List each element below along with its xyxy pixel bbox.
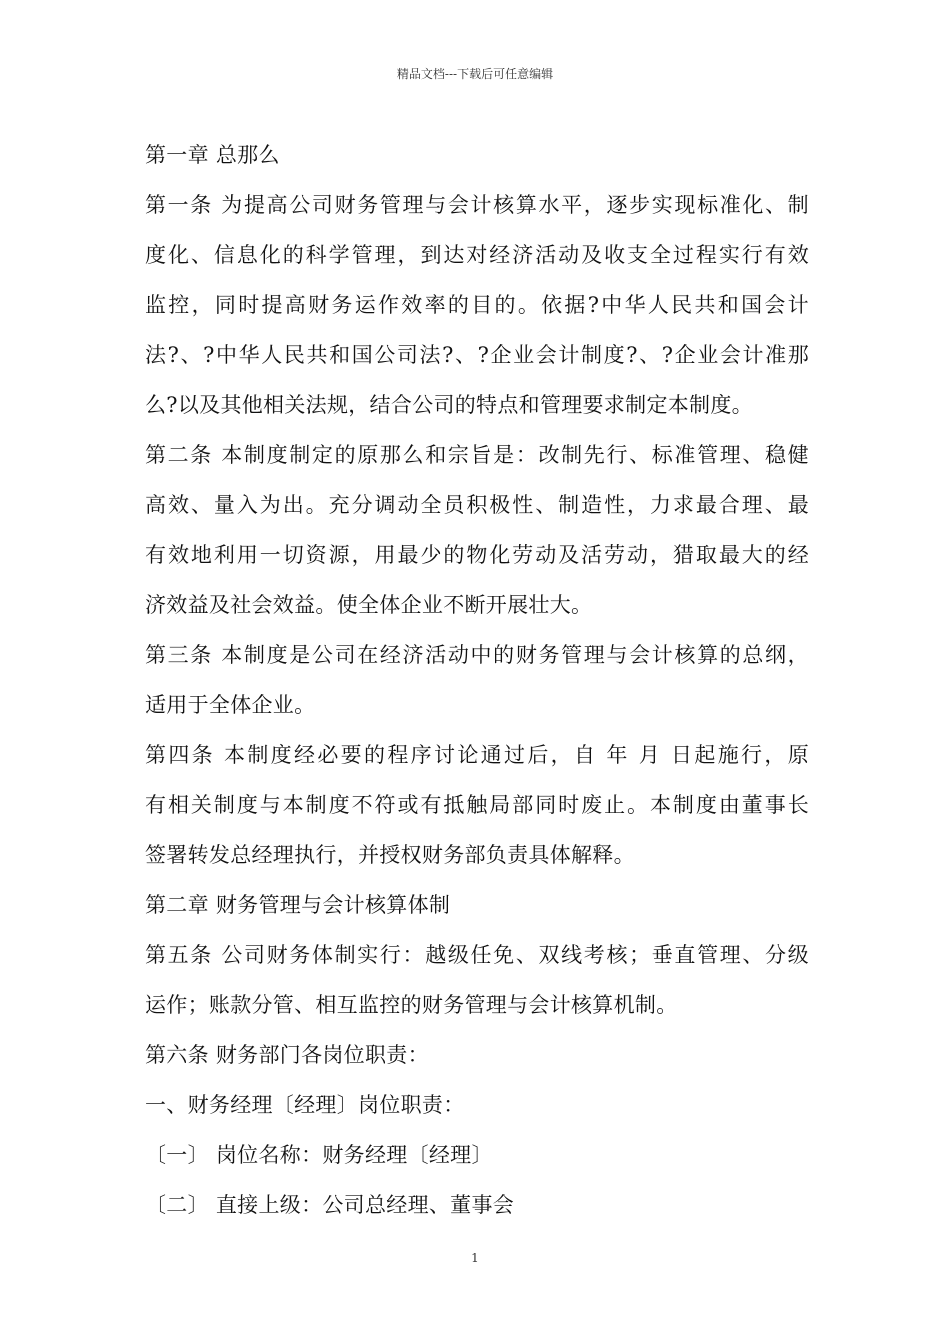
paragraph-line: 适用于全体企业。 xyxy=(145,693,316,717)
paragraph-line: 第五条 公司财务体制实行：越级任免、双线考核；垂直管理、分级 xyxy=(145,943,809,967)
paragraph-line: 法?、?中华人民共和国公司法?、?企业会计制度?、?企业会计准那 xyxy=(145,343,809,367)
paragraph-line: 有相关制度与本制度不符或有抵触局部同时废止。本制度由董事长 xyxy=(145,793,809,817)
page-number: 1 xyxy=(471,1251,479,1265)
paragraph-line: 度化、信息化的科学管理，到达对经济活动及收支全过程实行有效 xyxy=(145,243,809,267)
paragraph-line: 签署转发总经理执行，并授权财务部负责具体解释。 xyxy=(145,843,635,867)
paragraph-line: 第六条 财务部门各岗位职责： xyxy=(145,1043,429,1067)
list-item: 〔一〕 岗位名称：财务经理〔经理〕 xyxy=(145,1143,493,1167)
paragraph-line: 么?以及其他相关法规，结合公司的特点和管理要求制定本制度。 xyxy=(145,393,753,417)
paragraph-line: 第一条 为提高公司财务管理与会计核算水平，逐步实现标准化、制 xyxy=(145,193,809,217)
paragraph-line: 监控，同时提高财务运作效率的目的。依据?中华人民共和国会计 xyxy=(145,293,809,317)
document-body xyxy=(145,130,809,1230)
section-heading: 一、财务经理〔经理〕岗位职责： xyxy=(145,1093,465,1117)
paragraph-line: 济效益及社会效益。使全体企业不断开展壮大。 xyxy=(145,593,593,617)
paragraph-line: 第三条 本制度是公司在经济活动中的财务管理与会计核算的总纲， xyxy=(145,643,809,667)
paragraph-line: 高效、量入为出。充分调动全员积极性、制造性，力求最合理、最 xyxy=(145,493,809,517)
paragraph-line: 有效地利用一切资源，用最少的物化劳动及活劳动，猎取最大的经 xyxy=(145,543,809,567)
paragraph-line: 运作；账款分管、相互监控的财务管理与会计核算机制。 xyxy=(145,993,678,1017)
list-item: 〔二〕 直接上级：公司总经理、董事会 xyxy=(145,1193,515,1217)
chapter-heading: 第二章 财务管理与会计核算体制 xyxy=(145,893,451,917)
page-header: 精品文档---下载后可任意编辑 xyxy=(396,67,554,81)
chapter-heading: 第一章 总那么 xyxy=(145,143,280,167)
paragraph-line: 第二条 本制度制定的原那么和宗旨是：改制先行、标准管理、稳健 xyxy=(145,443,809,467)
paragraph-line: 第四条 本制度经必要的程序讨论通过后，自 年 月 日起施行，原 xyxy=(145,743,809,767)
